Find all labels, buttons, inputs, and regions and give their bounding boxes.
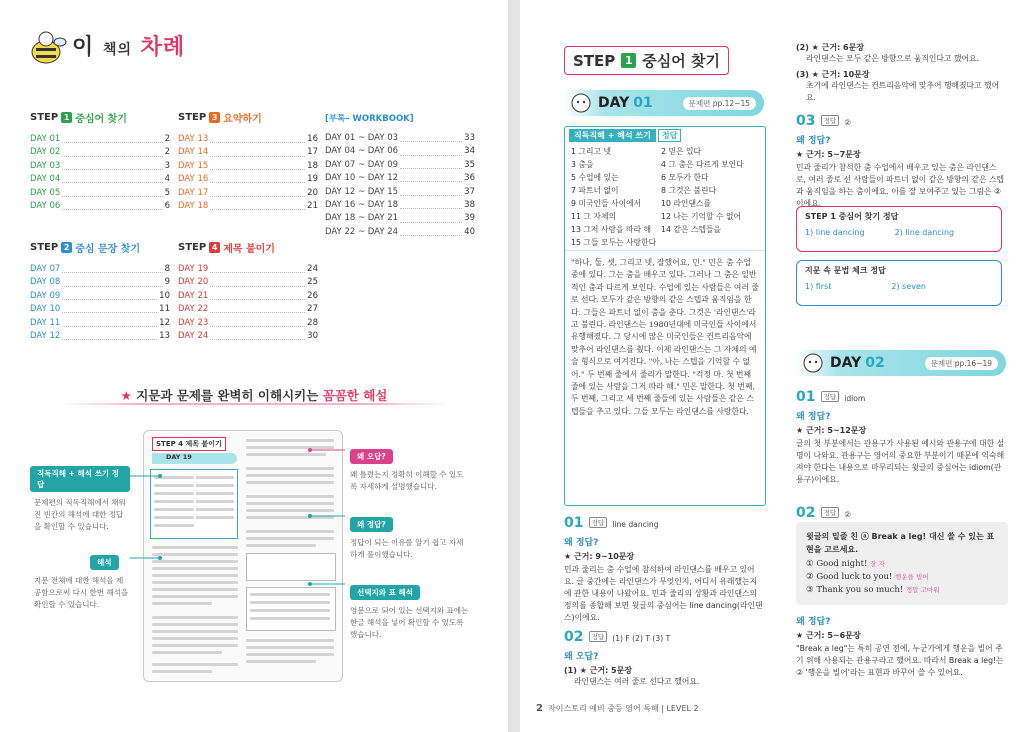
callout-translation: 해석 지문 전체에 대한 해석을 제공함으로써 다시 한번 해석을 확인할 수 있습니다. (30, 550, 130, 611)
toc-item[interactable]: DAY 10 11 (30, 304, 170, 315)
step1-answer-box: STEP 1 중심어 찾기 정답 1) line dancing 2) line dancing (796, 206, 1002, 252)
toc-item[interactable]: DAY 24 30 (178, 331, 318, 342)
toc-item[interactable]: DAY 09 10 (30, 290, 170, 301)
answer-page (520, 0, 1024, 732)
toc-item[interactable]: DAY 01 ~ DAY 03 33 (325, 133, 475, 143)
callout-why-right: 왜 정답? 정답이 되는 이유를 알기 쉽고 자세하게 풀이했습니다. (350, 512, 470, 561)
toc-item[interactable]: DAY 19 24 (178, 264, 318, 274)
answer-item: 7 파트너 없이 (571, 186, 619, 195)
answer-item: 5 수업에 있는 (571, 173, 619, 182)
toc-item[interactable]: DAY 03 3 (30, 160, 170, 171)
toc-item[interactable]: DAY 02 2 (30, 147, 170, 158)
callout-reading-answer: 직독직해 + 해석 쓰기 정답 문제편의 직독직해에서 채워진 빈칸의 해석에 대한 정답을 확인할 수 있습니다. (30, 466, 130, 533)
toc-item[interactable]: DAY 18 ~ DAY 21 39 (325, 213, 475, 224)
toc-item[interactable]: DAY 21 26 (178, 290, 318, 301)
toc-section-1: STEP 1 중심어 찾기 DAY 01 2 DAY 02 2 DAY 03 3 DAY 04 4 DAY 05 5 DAY 06 6 (30, 110, 170, 213)
day02-q2: 02 정답 ② (796, 505, 852, 521)
day01-q3: 03 정답 ② 왜 정답? ★ 근거: 5~7문장 민과 줄리가 참석한 춤 수업에서 배우고 있는 춤은 라인댄스로, 여러 줄로 선 사람들이 파트너 없이 같은 방향의 같은 스텝과 움직임을 하는 춤이에요. 이를 잘 보여주고 있는 그림은 ②이에요. (796, 113, 1005, 208)
answer-item (661, 237, 761, 248)
day01-q2-continued: (2) ★ 근거: 6문장 라인댄스는 모두 같은 방향으로 움직인다고 했어요. (3) ★ 근거: 10문장 초기에 라인댄스는 컨트리음악에 맞추어 행해졌다고 했어요. (796, 43, 1000, 102)
toc-item[interactable]: DAY 16 19 (178, 174, 318, 185)
toc-item[interactable]: DAY 17 20 (178, 187, 318, 198)
answer-item: 9 미국인들 사이에서 (571, 199, 642, 208)
answer-item: 14 같은 스텝들을 (661, 225, 722, 234)
callout-choices: 선택지와 표 해석 영문으로 되어 있는 선택지와 표에는 한글 해석을 넣어 확인할 수 있도록 했습니다. (350, 580, 470, 641)
toc-item[interactable]: DAY 01 2 (30, 134, 170, 144)
grammar-answer-box: 지문 속 문법 체크 정답 1) first 2) seven (796, 260, 1002, 306)
toc-item[interactable]: DAY 12 ~ DAY 15 37 (325, 186, 475, 197)
toc-page (0, 0, 508, 732)
answer-item: 4 그 춤은 다르게 보인다 (661, 160, 744, 169)
day02-q2-explanation: 왜 정답? ★ 근거: 5~6문장 "Break a leg"는 특히 공연 전에, 누군가에게 행운을 빌어 주기 위해 사용되는 관용구라고 했어요. 따라서 Break a leg!는 ② '행운을 빌어'라는 표현과 바꾸어 쓸 수 있어요. (796, 617, 1004, 677)
toc-item[interactable]: DAY 18 21 (178, 201, 318, 212)
day01-bar: DAY 01 문제편 pp.12~15 (564, 90, 764, 116)
toc-workbook: [부록– WORKBOOK] DAY 01 ~ DAY 03 33 DAY 04 ~ DAY 06 34 DAY 07 ~ DAY 09 35 DAY 10 ~ DAY 12 36 DAY 12 ~ DAY 15 37 DAY 16 ~ DAY 18 38 DAY 18 ~ DAY 21 39 DAY 22 ~ DAY 24 40 (325, 112, 475, 239)
answer-item: 2 믿은 있다 (661, 147, 702, 156)
divider (60, 403, 450, 405)
connector-lines (120, 430, 360, 600)
toc-item[interactable]: DAY 13 16 (178, 134, 318, 144)
toc-item[interactable]: DAY 22 ~ DAY 24 40 (325, 226, 475, 237)
answer-item: 12 나는 기억할 수 없어 (661, 212, 742, 221)
toc-item[interactable]: DAY 11 12 (30, 317, 170, 328)
cat-mascot-icon (570, 91, 592, 115)
toc-item[interactable]: DAY 22 27 (178, 304, 318, 315)
reading-answer-box: 직독직해 + 해석 쓰기 정답 1 그리고 넷 2 믿은 있다 3 춤을 4 그 춤은 다르게 보인다 5 수업에 있는 6 모두가 한다 7 파트너 없이 8 그것은 불린다 9 미국인들 사이에서 10 라인댄스를 11 그 자체의 12 나는 기억할 수 없어 13 그저 사람을 따라 해 14 같은 스텝들을 15 그들 모두는 사랑한다 "하나, 둘, 셋, 그리고 넷, 잘했어요, 민." 민은 춤 수업 중에 있다. 그는 춤을 배우고 있다. 그러나 그 춤은 일반적인 춤과 다르게 보인다. 수업에 있는 사람들은 여러 줄로 선다. 모두가 같은 방향의 같은 스텝과 움직임을 한다. 그들은 파트너 없이 춤을 춘다. 그것은 '라인댄스'라고 불린다. 라인댄스는 1980년대에 미국인들 사이에서 유행해졌다. 그 당시에 많은 미국인들은 컨트리음악에 맞추어 라인댄스를 췄다. 이제 라인댄스는 그 자체의 예술 형식으로 여겨진다. "아, 나는 스텝을 기억할 수 없어." 두 번째 줄에서 줄리가 말한다. "걱정 마. 첫 번째 줄에 있는 사람을 그저 따라 해." 민은 말한다. 첫 번째, 두 번째, 그리고 세 번째 줄들에 있는 사람들은 같은 스텝들을 추고 있다. 그들 모두는 라인댄스를 사랑한다. (564, 126, 766, 506)
answer-item: 3 춤을 (571, 160, 594, 169)
toc-item[interactable]: DAY 07 8 (30, 264, 170, 274)
step1-heading: STEP 1 중심어 찾기 (564, 46, 729, 75)
toc-title: 이 책의 차례 (72, 35, 186, 60)
answer-item: 13 그저 사람을 따라 해 (571, 225, 652, 234)
question-box: 윗글의 밑줄 친 ⓐ Break a leg! 대신 쓸 수 있는 표현을 고르세요. ① Good night! 잘 자 ② Good luck to you! 행운을 빌어 ③ Thank you so much! 정말 고마워 (796, 522, 1008, 605)
answer-item: 15 그들 모두는 사랑한다 (571, 238, 657, 247)
toc-item[interactable]: DAY 05 5 (30, 187, 170, 198)
toc-item[interactable]: DAY 04 ~ DAY 06 34 (325, 146, 475, 157)
toc-item[interactable]: DAY 23 28 (178, 317, 318, 328)
day01-q1: 01 정답 line dancing 왜 정답? ★ 근거: 9~10문장 민과 줄리는 춤 수업에 참석하여 라인댄스를 배우고 있어요. 글 중간에는 라인댄스가 무엇인지, 어디서 유래했는지에 관한 내용이 나왔어요. 민과 줄리의 상황과 라인댄스의 정의를 종합해 보면 윗글의 중심어는 line dancing(라인댄스)이에요. (564, 515, 763, 622)
toc-item[interactable]: DAY 12 13 (30, 331, 170, 342)
sample-page-thumbnail: STEP 4 제목 붙이기 DAY 19 (143, 430, 343, 682)
bee-mascot-icon (28, 30, 68, 66)
star-icon: ★ (120, 388, 132, 403)
toc-item[interactable]: DAY 14 17 (178, 147, 318, 158)
guide-heading: ★ 지문과 문제를 완벽히 이해시키는 꼼꼼한 해설 (120, 388, 388, 403)
translation-text: "하나, 둘, 셋, 그리고 넷, 잘했어요, 민." 민은 춤 수업 중에 있다. 그는 춤을 배우고 있다. 그러나 그 춤은 일반적인 춤과 다르게 보인다. 수업에 있는 사람들은 여러 줄로 선다. 모두가 같은 방향의 같은 스텝과 움직임을 한다. 그들은 파트너 없이 춤을 춘다. 그것은 '라인댄스'라고 불린다. 라인댄스는 1980년대에 미국인들 사이에서 유행해졌다. 그 당시에 많은 미국인들은 컨트리음악에 맞추어 라인댄스를 췄다. 이제 라인댄스는 그 자체의 예술 형식으로 여겨진다. "아, 나는 스텝을 기억할 수 없어." 두 번째 줄에서 줄리가 말한다. "걱정 마. 첫 번째 줄에 있는 사람을 그저 따라 해." 민은 말한다. 첫 번째, 두 번째, 그리고 세 번째 줄들에 있는 사람들은 같은 스텝들을 추고 있다. 그들 모두는 라인댄스를 사랑한다. (565, 250, 765, 424)
toc-item[interactable]: DAY 06 6 (30, 201, 170, 212)
answer-item: 8 그것은 불린다 (661, 186, 717, 195)
answer-item: 6 모두가 한다 (661, 173, 709, 182)
toc-item[interactable]: DAY 04 4 (30, 174, 170, 185)
answer-item: 1 그리고 넷 (571, 147, 612, 156)
toc-section-3: STEP 3 요약하기 DAY 13 16 DAY 14 17 DAY 15 18 DAY 16 19 DAY 17 20 DAY 18 21 (178, 110, 318, 213)
toc-section-4: STEP 4 제목 붙이기 DAY 19 24 DAY 20 25 DAY 21 26 DAY 22 27 DAY 23 28 DAY 24 30 (178, 240, 318, 343)
toc-item[interactable]: DAY 20 25 (178, 277, 318, 288)
day01-q2: 02 정답 (1) F (2) T (3) T 왜 오답? (1) ★ 근거: 5문장 라인댄스는 여러 줄로 선다고 했어요. (564, 629, 700, 686)
page-footer: 2 자이스토리 예비 중등 영어 독해 | LEVEL 2 (536, 703, 699, 714)
answer-item: 11 그 자체의 (571, 212, 617, 221)
day02-bar: DAY 02 문제편 pp.16~19 (796, 350, 1006, 376)
toc-item[interactable]: DAY 07 ~ DAY 09 35 (325, 159, 475, 170)
toc-item[interactable]: DAY 10 ~ DAY 12 36 (325, 173, 475, 184)
callout-why-wrong: 왜 오답? 왜 틀렸는지 정확히 이해할 수 있도록 자세하게 설명했습니다. (350, 444, 470, 493)
cat-mascot-icon (802, 351, 824, 375)
answer-item: 10 라인댄스를 (661, 199, 712, 208)
day02-q1: 01 정답 idiom 왜 정답? ★ 근거: 5~12문장 글의 첫 부분에서는 관용구가 사용된 예시와 관용구에 대한 설명이 나와요. 관용구는 영어의 중요한 부분이기 때문에 익숙해져야 한다는 내용으로 마무리되는 윗글의 중심어는 idiom(관용구)이에요. (796, 389, 1005, 484)
toc-item[interactable]: DAY 16 ~ DAY 18 38 (325, 200, 475, 211)
toc-item[interactable]: DAY 15 18 (178, 160, 318, 171)
toc-item[interactable]: DAY 08 9 (30, 277, 170, 288)
toc-section-2: STEP 2 중심 문장 찾기 DAY 07 8 DAY 08 9 DAY 09 10 DAY 10 11 DAY 11 12 DAY 12 13 (30, 240, 170, 343)
